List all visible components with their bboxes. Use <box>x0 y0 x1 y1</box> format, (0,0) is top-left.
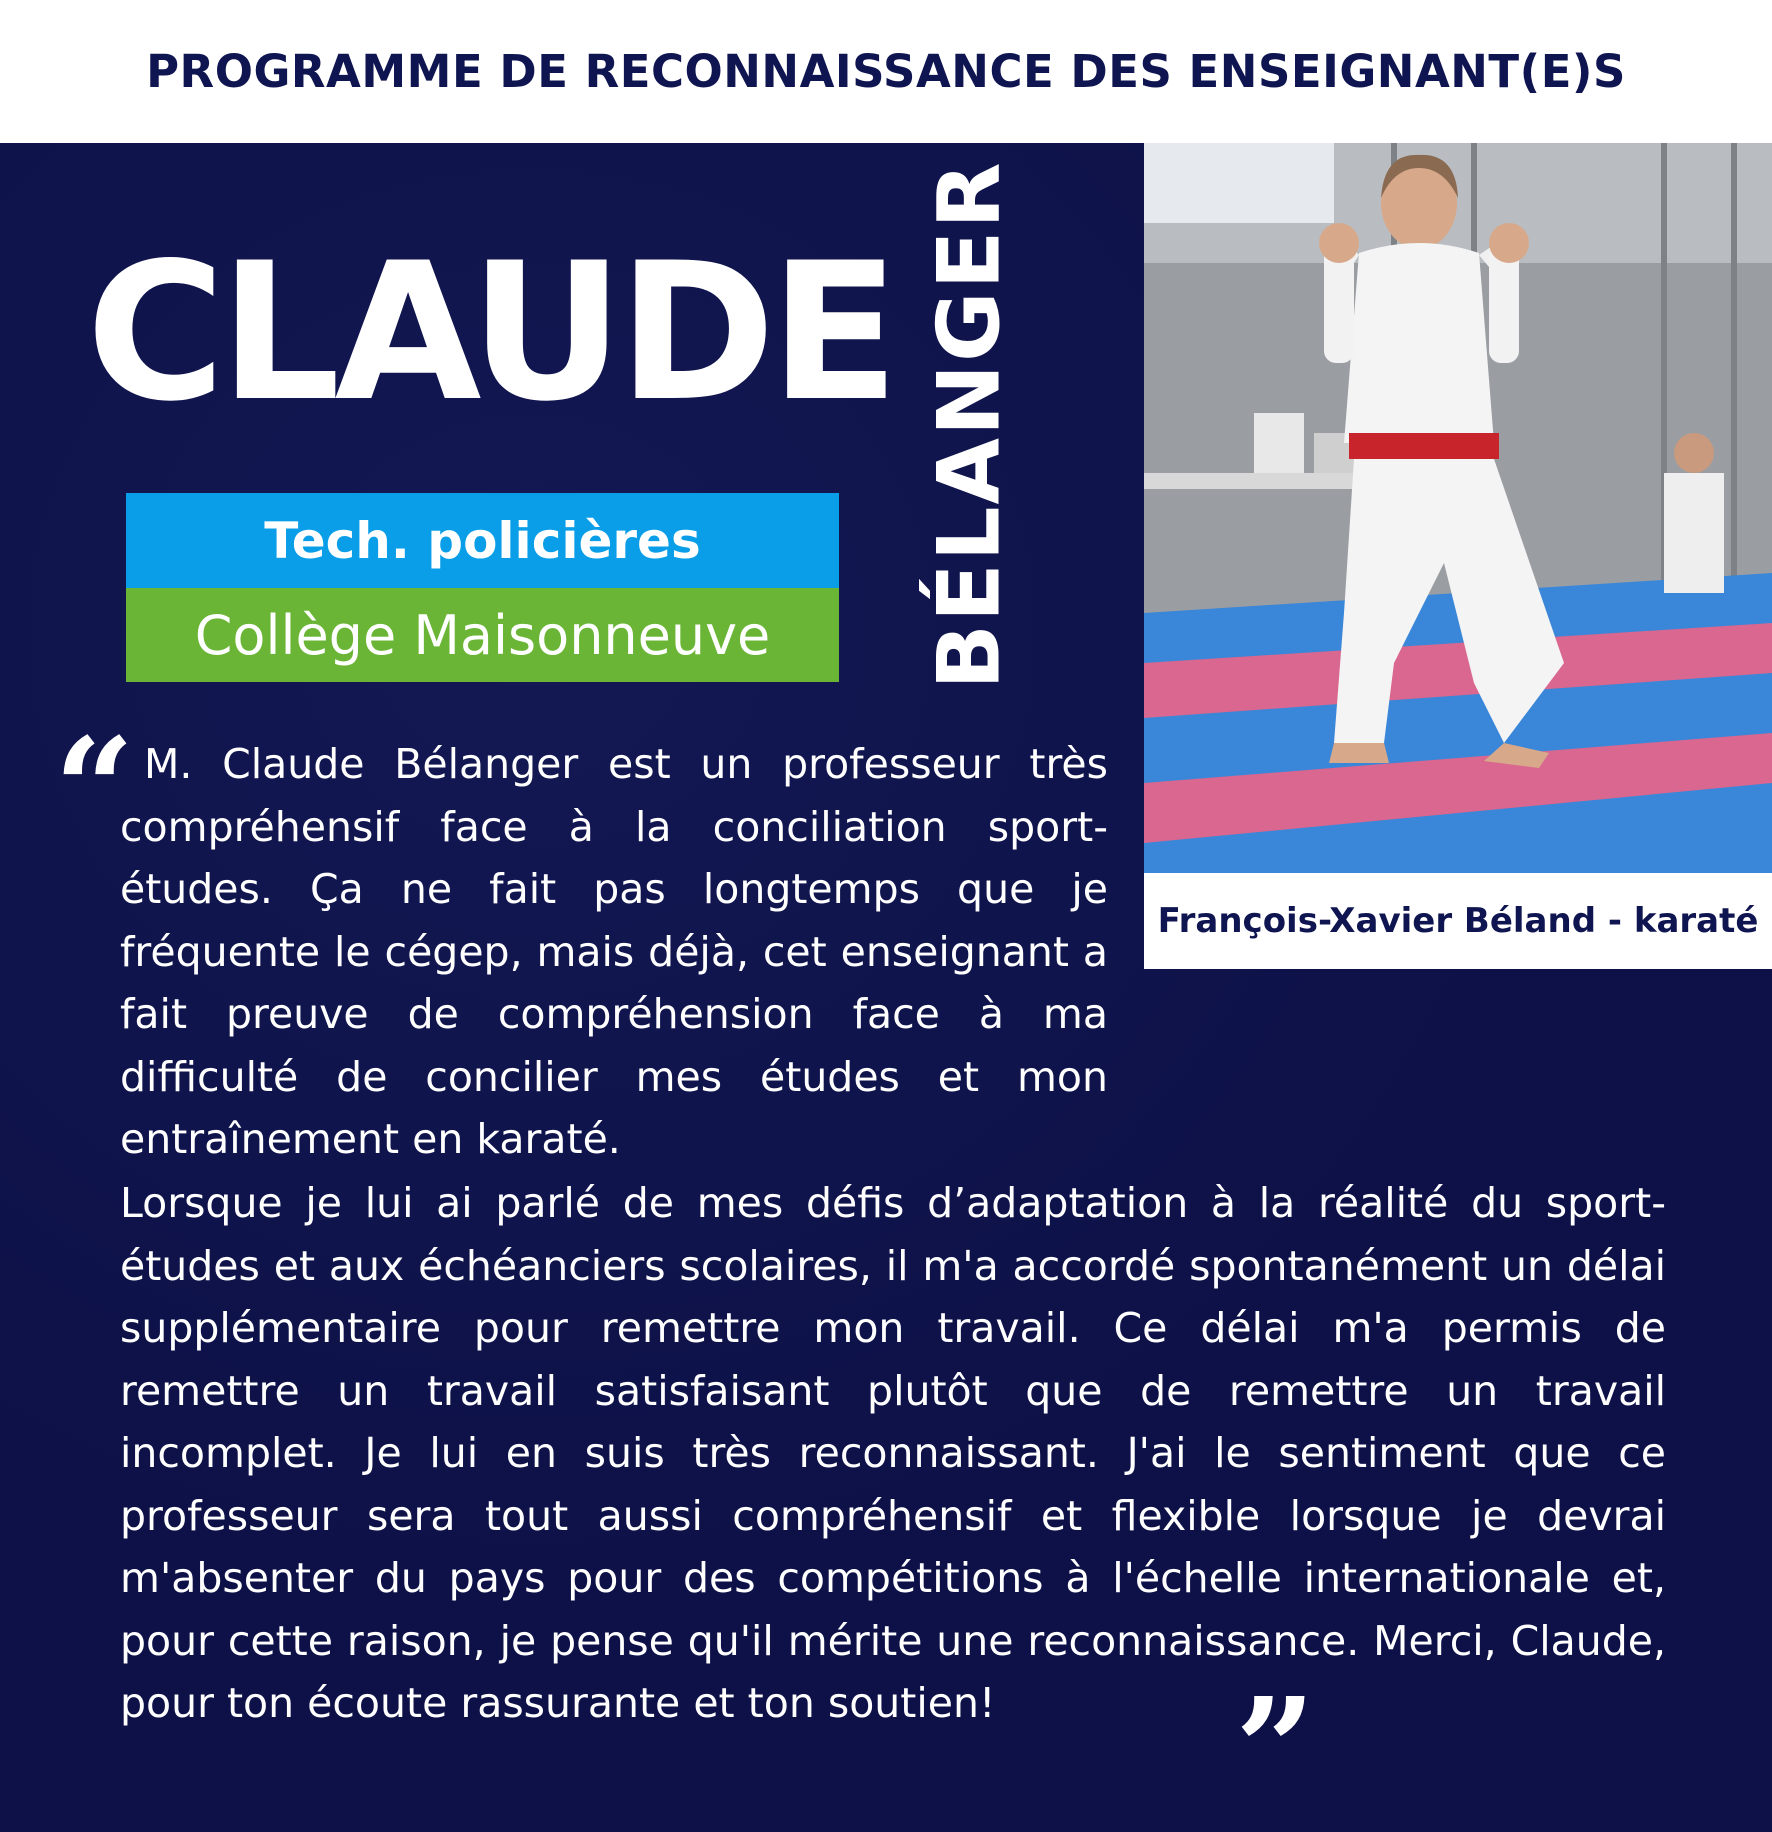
close-quote-icon: ” <box>1235 1668 1316 1832</box>
open-quote-icon: “ <box>54 708 135 872</box>
karate-photo <box>1144 143 1772 873</box>
college-badge: Collège Maisonneuve <box>126 588 839 682</box>
teacher-first-name: CLAUDE <box>86 222 894 443</box>
page-title: PROGRAMME DE RECONNAISSANCE DES ENSEIGNANT(E)S <box>146 45 1626 98</box>
photo-frame <box>1144 143 1772 969</box>
top-banner <box>0 0 1772 143</box>
karate-photo-illustration <box>1144 143 1772 873</box>
teacher-last-name-vertical <box>920 160 1020 690</box>
testimonial-paragraph-1-text: M. Claude Bélanger est un professeur très compréhensif face à la conciliation sport-études. Ça ne fait pas longtemps que je fréquente le cégep, mais déjà, cet enseignant a fait preuve de compréhension face à ma difficulté de concilier mes études et mon entraînement en karaté. <box>120 740 1108 1163</box>
testimonial-paragraph-2: Lorsque je lui ai parlé de mes défis d’adaptation à la réalité du sport-études et aux échéanciers scolaires, il m'a accordé spontanément un délai supplémentaire pour remettre mon travail. Ce délai m'a permis de remettre un travail satisfaisant plutôt que de remettre un travail incomplet. Je lui en suis très reconnaissant. J'ai le sentiment que ce professeur sera tout aussi compréhensif et flexible lorsque je devrai m'absenter du pays pour des compétitions à l'échelle internationale et, pour cette raison, je pense qu'il mérite une reconnaissance. Merci, Claude, pour ton écoute rassurante et ton soutien! <box>120 1179 1666 1727</box>
testimonial-paragraph-1 <box>120 733 1108 1171</box>
teacher-last-name: BÉLANGER <box>920 160 1020 690</box>
program-badge: Tech. policières <box>126 493 839 588</box>
photo-caption: François-Xavier Béland - karaté <box>1157 901 1759 941</box>
